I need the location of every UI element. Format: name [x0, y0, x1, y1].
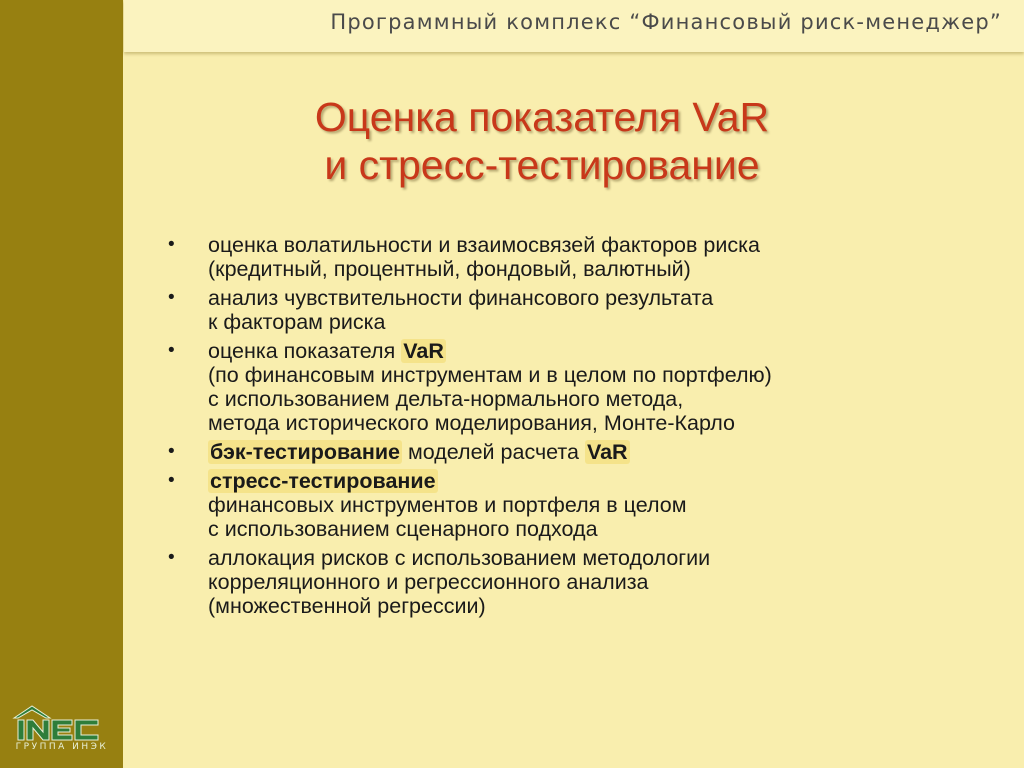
bullet-text: анализ чувствительности финансового результата: [208, 286, 714, 310]
bullet-item: [160, 286, 1000, 334]
bullet-marker: •: [168, 340, 175, 361]
bullet-list: [160, 233, 1000, 623]
bullet-marker: •: [168, 547, 175, 568]
bullet-text: метода исторического моделирования, Монте-Карло: [208, 411, 735, 435]
bullet-text: (кредитный, процентный, фондовый, валютный): [208, 257, 691, 281]
bullet-text: моделей расчета: [402, 440, 585, 464]
highlight-stress-testing: стресс-тестирование: [210, 469, 436, 493]
bullet-text-line: [208, 339, 1000, 363]
slide-title: [180, 93, 904, 189]
bullet-text-line: [208, 469, 1000, 493]
bullet-text: к факторам риска: [208, 310, 386, 334]
bullet-text: аллокация рисков с использованием методологии: [208, 546, 711, 570]
bullet-item: [160, 339, 1000, 435]
header-bar: [124, 0, 1024, 52]
bullet-text: финансовых инструментов и портфеля в целом: [208, 493, 687, 517]
bullet-text: корреляционного и регрессионного анализа: [208, 570, 649, 594]
inec-logo-icon: [12, 702, 112, 742]
bullet-item: [160, 440, 1000, 464]
bullet-text: с использованием дельта-нормального метода,: [208, 387, 684, 411]
slide-title-line1: Оценка показателя VaR: [314, 94, 770, 140]
logo-caption: ГРУППА ИНЭК: [15, 742, 109, 752]
bullet-text-line: [208, 440, 1000, 464]
highlight-backtesting: бэк-тестирование: [210, 440, 401, 464]
bullet-text: оценка показателя: [208, 339, 402, 363]
bullet-item: [160, 233, 1000, 281]
bullet-text: (по финансовым инструментам и в целом по портфелю): [208, 363, 772, 387]
company-logo: [12, 702, 112, 758]
bullet-text: (множественной регрессии): [208, 594, 486, 618]
slide-title-line2: и стресс-тестирование: [324, 142, 760, 188]
bullet-text: оценка волатильности и взаимосвязей факторов риска: [208, 233, 760, 257]
bullet-marker: •: [168, 287, 175, 308]
header-title: Программный комплекс “Финансовый риск-менеджер”: [330, 10, 1002, 34]
highlight-var: VaR: [403, 339, 444, 363]
bullet-marker: •: [168, 441, 175, 462]
bullet-text: с использованием сценарного подхода: [208, 517, 598, 541]
bullet-item: [160, 546, 1000, 618]
highlight-var: VaR: [586, 440, 628, 464]
left-accent-band: [0, 0, 123, 768]
bullet-marker: •: [168, 470, 175, 491]
bullet-marker: •: [168, 234, 175, 255]
bullet-item: [160, 469, 1000, 541]
